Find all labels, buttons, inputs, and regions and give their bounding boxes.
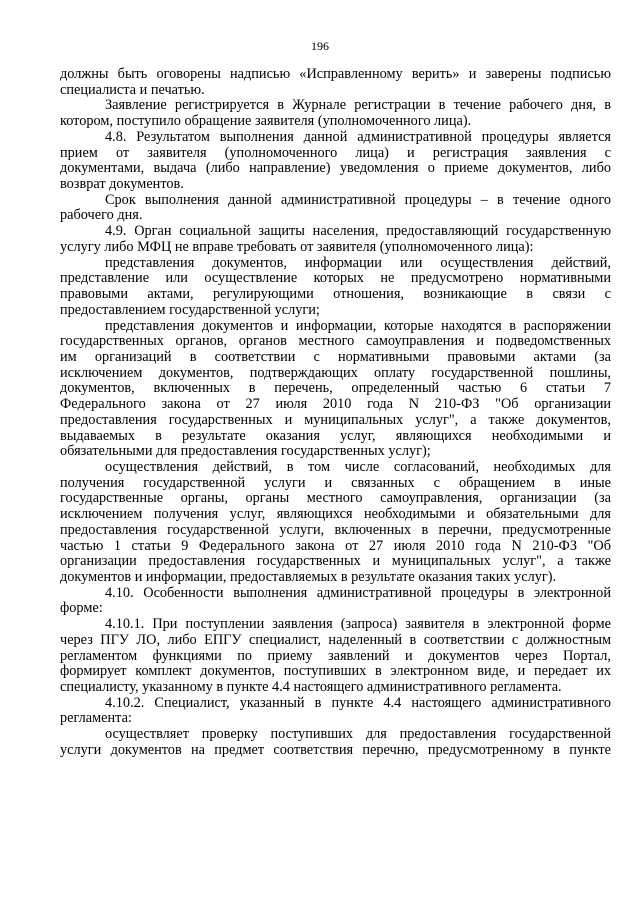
text-line: государственных органов, органов местного самоуправления и подведомственных [60, 334, 611, 350]
text-line: 4.8. Результатом выполнения данной административной процедуры является [105, 129, 611, 145]
text-line: правовыми актами, регулирующими отношения, возникающие в связи с [60, 287, 611, 303]
text-line: документами, выдача (либо направление) уведомления о приеме документов, либо [60, 161, 611, 177]
text-line: документов, включенных в перечень, определенный частью 6 статьи 7 [60, 381, 611, 397]
text-line: прием от заявителя (уполномоченного лица) и регистрация заявления с [60, 145, 611, 161]
text-line: специалисту, указанному в пункте 4.4 настоящего административного регламента. [60, 680, 562, 696]
text-line: через ПГУ ЛО, либо ЕПГУ специалист, наделенный в соответствии с должностным [60, 632, 611, 648]
text-line: формирует комплект документов, поступивших в электронном виде, и передает их [60, 664, 611, 680]
text-line: котором, поступило обращение заявителя (уполномоченного лица). [60, 114, 472, 130]
text-line: регламента: [60, 711, 132, 727]
text-line: исключением получения услуг, являющихся необходимыми и обязательными для [60, 507, 611, 523]
text-line: документов и информации, предоставляемых в результате оказания таких услуг). [60, 570, 557, 585]
text-line: обязательными для предоставления государственных услуг); [60, 444, 431, 460]
text-line: предоставлением государственной услуги; [60, 302, 320, 318]
text-line: получения государственной услуги и связанных с обращением в иные [60, 475, 611, 491]
text-line: исключением документов, подтверждающих оплату государственной пошлины, [60, 365, 611, 381]
body-text [60, 67, 611, 759]
text-line: возврат документов. [60, 177, 184, 193]
text-line: услуги документов на предмет соответствия перечню, предусмотренному в пункте [60, 742, 611, 758]
text-line: им организаций в соответствии с нормативными правовыми актами (за [60, 349, 611, 365]
text-line: частью 1 статьи 9 Федерального закона от 27 июля 2010 года N 210-ФЗ "Об [60, 538, 611, 554]
text-line: предоставления государственных и муниципальных услуг", а также документов, [60, 412, 611, 428]
text-line: Срок выполнения данной административной процедуры – в течение одного [105, 192, 611, 208]
text-line: Заявление регистрируется в Журнале регистрации в течение рабочего дня, в [105, 98, 611, 114]
text-line: форме: [60, 601, 103, 617]
text-line: выдаваемых в результате оказания услуг, являющихся необходимыми и [60, 428, 611, 444]
text-line: 4.9. Орган социальной защиты населения, предоставляющий государственную [105, 224, 611, 240]
text-line: специалиста и печатью. [60, 82, 205, 98]
text-line: регламентом функциями по приему заявлений и документов через Портал, [60, 648, 611, 664]
text-line: осуществления действий, в том числе согласований, необходимых для [105, 459, 611, 475]
text-line: рабочего дня. [60, 208, 143, 224]
text-line: Федерального закона от 27 июля 2010 года N 210-ФЗ "Об организации [60, 397, 611, 413]
text-line: должны быть оговорены надписью «Исправленному верить» и заверены подписью [60, 67, 611, 82]
text-line: услугу либо МФЦ не вправе требовать от заявителя (уполномоченного лица): [60, 239, 534, 255]
text-line: 4.10.1. При поступлении заявления (запроса) заявителя в электронной форме [105, 617, 611, 633]
text-line: предоставления государственной услуги, включенных в перечни, предусмотренные [60, 522, 611, 538]
text-line: государственные органы, органы местного самоуправления, организации (за [60, 491, 611, 507]
text-line: организации предоставления государственных и муниципальных услуг", а также [60, 554, 611, 570]
text-line: 4.10. Особенности выполнения административной процедуры в электронной [105, 585, 611, 601]
text-line: осуществляет проверку поступивших для предоставления государственной [105, 727, 611, 743]
page-number: 196 [311, 39, 329, 53]
text-line: представление или осуществление которых не предусмотрено нормативными [60, 271, 611, 287]
text-line: 4.10.2. Специалист, указанный в пункте 4.4 настоящего административного [105, 695, 611, 711]
text-line: представления документов, информации или осуществления действий, [105, 255, 611, 271]
text-line: представления документов и информации, которые находятся в распоряжении [105, 318, 611, 334]
